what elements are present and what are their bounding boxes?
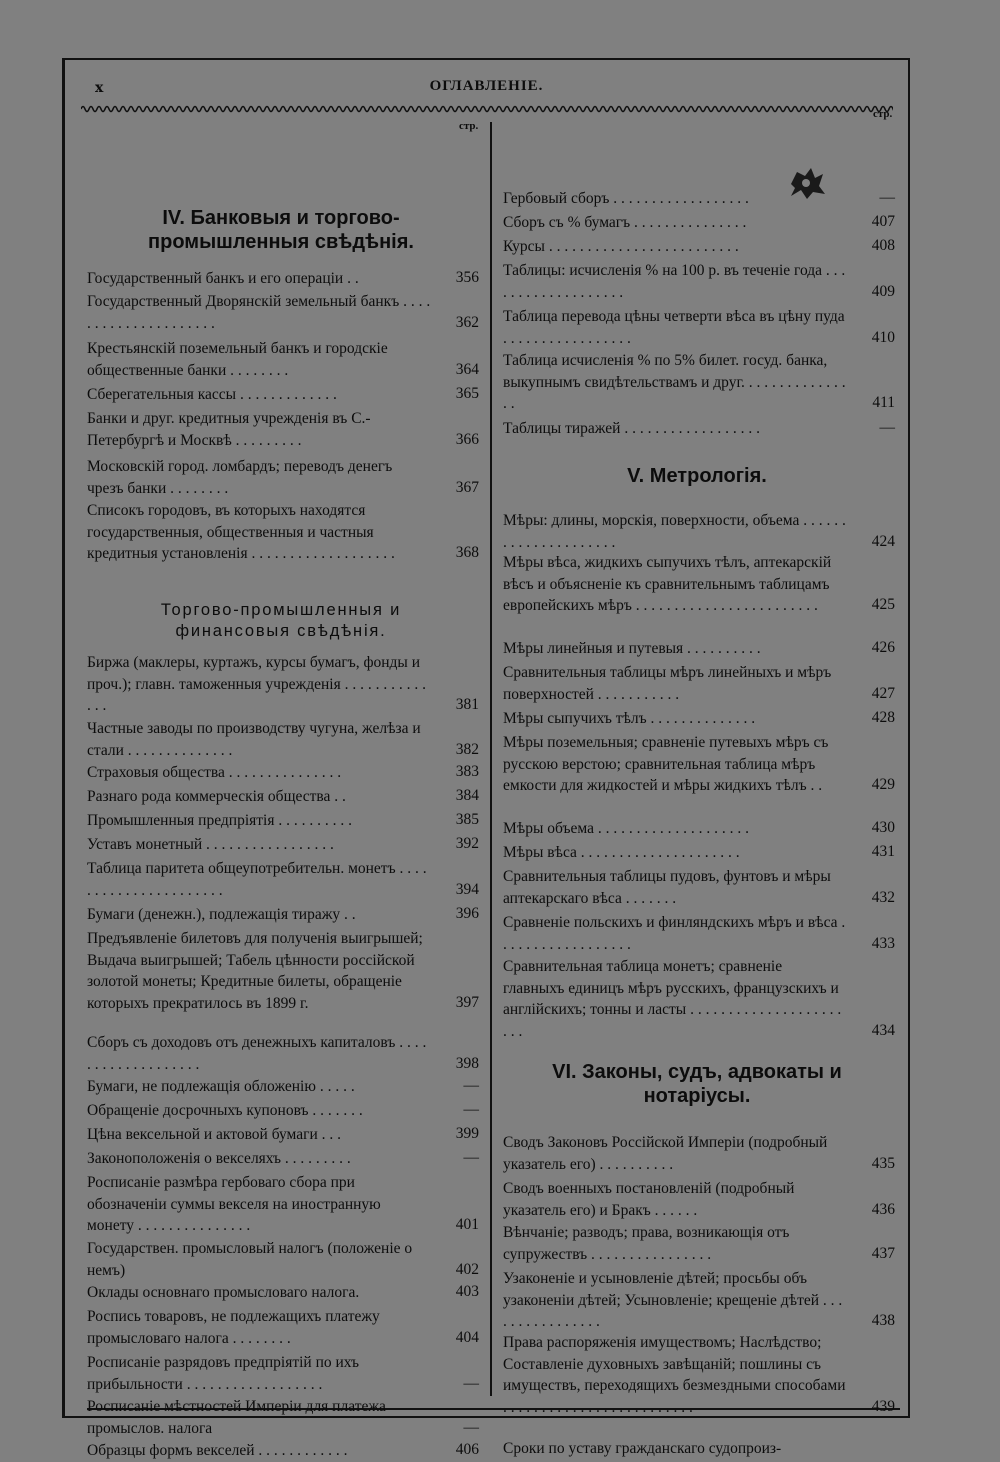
toc-entry-title: Росписаніе мѣстностей Имперіи для платежа промыслов. налога: [87, 1398, 386, 1437]
toc-entry-page: 427: [871, 684, 895, 702]
toc-entry: [503, 418, 895, 440]
toc-entry-page: 436: [871, 1200, 895, 1218]
toc-entry-page: 407: [871, 213, 895, 230]
toc-entry-page: 356: [455, 269, 479, 286]
toc-entry-page: 411: [872, 394, 895, 411]
toc-entry-title: Сводъ военныхъ постановленій (подробный указатель его) и Бракъ . . . . . .: [503, 1180, 795, 1219]
toc-entry-title: Мѣры вѣса, жидкихъ сыпучихъ тѣлъ, аптекарскій вѣсъ и объясненіе къ сравнительнымъ таблицамъ европейскихъ мѣръ . . . . . . . . . . . . . . . . . . . . . . . .: [503, 554, 832, 614]
toc-entry: [503, 212, 895, 234]
toc-entry-title: Права распоряженія имуществомъ; Наслѣдство; Составленіе духовныхъ завѣщаній; пошлины съ имуществъ, переходящихъ безмездными способами . . . . . . . . . . . . . . . . . . . . . . . . .: [503, 1334, 846, 1416]
toc-entry-page: 398: [455, 1054, 479, 1072]
page-title: ОГЛАВЛЕНІЕ.: [429, 78, 544, 94]
toc-entry-page: 396: [455, 905, 479, 922]
toc-entry-page: 384: [455, 787, 479, 804]
toc-entry: [503, 350, 895, 415]
toc-entry-title: Узаконеніе и усыновленіе дѣтей; просьбы объ узаконеніи дѣтей; Усыновленіе; крещеніе дѣтей . . . . . . . . . . . . . . . .: [503, 1270, 843, 1330]
toc-entry-page: 383: [455, 763, 479, 780]
toc-entry-title: Таблица исчисленія % по 5% билет. госуд. банка, выкупнымъ свидѣтельствамъ и друг. . . . . . . . . . . . . . . .: [503, 352, 846, 412]
toc-entry: [87, 1148, 479, 1170]
toc-entry: [503, 912, 895, 955]
toc-entry-page: 397: [455, 993, 479, 1011]
toc-entry-title: Бумаги, не подлежащія обложенію . . . . .: [87, 1078, 355, 1095]
toc-entry-title: Крестьянскій поземельный банкъ и городскіе общественные банки . . . . . . . .: [87, 340, 388, 379]
toc-entry-title: Мѣры поземельныя; сравненіе путевыхъ мѣръ съ русскою верстою; сравнительная таблица мѣръ емкости для жидкостей и мѣры жидкихъ тѣлъ . .: [503, 734, 829, 794]
toc-entry-title: Мѣры сыпучихъ тѣлъ . . . . . . . . . . . . . .: [503, 710, 756, 727]
toc-entry-title: Мѣры вѣса . . . . . . . . . . . . . . . . . . . . .: [503, 844, 740, 861]
toc-entry-page: 408: [871, 237, 895, 254]
toc-entry-page: 367: [455, 478, 479, 496]
toc-entry: [503, 866, 895, 909]
toc-entry-page: 425: [871, 596, 895, 613]
toc-entry: [87, 1282, 479, 1304]
toc-entry-page: 404: [455, 1328, 479, 1346]
toc-entry-page: —: [463, 1418, 479, 1436]
toc-entry: [87, 1032, 479, 1075]
toc-entry-page: 364: [455, 360, 479, 378]
toc-entry: [87, 762, 479, 784]
toc-entry: [87, 456, 479, 499]
toc-entry-page: 433: [871, 934, 895, 952]
toc-entry-title: Промышленныя предпріятія . . . . . . . . . .: [87, 812, 352, 829]
toc-entry-title: Разнаго рода коммерческія общества . .: [87, 788, 346, 805]
toc-entry: [87, 858, 479, 901]
toc-entry-page: 406: [455, 1441, 479, 1458]
toc-entry: [503, 552, 895, 617]
toc-entry-title: Уставъ монетный . . . . . . . . . . . . . . . . .: [87, 836, 334, 853]
toc-entry-title: Сводъ Законовъ Россійской Имперіи (подробный указатель его) . . . . . . . . . .: [503, 1134, 828, 1173]
toc-entry-page: 403: [455, 1283, 479, 1300]
toc-entry-title: Банки и друг. кредитныя учрежденія въ С.-Петербургѣ и Москвѣ . . . . . . . . .: [87, 410, 371, 449]
toc-entry: [503, 1268, 895, 1333]
toc-entry: [87, 904, 479, 926]
toc-entry: [503, 1132, 895, 1175]
toc-entry: [87, 338, 479, 381]
toc-entry-title: Таблицы тиражей . . . . . . . . . . . . . . . . . .: [503, 420, 760, 437]
toc-entry-title: Таблица паритета общеупотребительн. монетъ . . . . . . . . . . . . . . . . . . . . . .: [87, 860, 427, 899]
toc-entry-title: Московскій город. ломбардъ; переводъ денегъ чрезъ банки . . . . . . . .: [87, 458, 393, 497]
toc-entry-title: Роспись товаровъ, не подлежащихъ платежу промысловаго налога . . . . . . . .: [87, 1308, 380, 1347]
toc-entry-page: 435: [871, 1154, 895, 1172]
toc-entry-page: 366: [455, 430, 479, 448]
wavy-rule: [81, 104, 893, 114]
toc-entry-title: Мѣры линейныя и путевыя . . . . . . . . . .: [503, 640, 761, 657]
toc-entry-page: 399: [455, 1125, 479, 1142]
toc-entry-title: Мѣры объема . . . . . . . . . . . . . . . . . . . .: [503, 820, 749, 837]
toc-entry: [503, 956, 895, 1042]
toc-entry-title: Сравнительная таблица монетъ; сравненіе главныхъ единицъ мѣръ русскихъ, французскихъ и англійскихъ; тонны и ласты . . . . . . . . . . . . . . . . . . . . . . .: [503, 958, 842, 1040]
toc-entry-page: 365: [455, 385, 479, 402]
toc-entry-title: Таблицы: исчисленія % на 100 р. въ теченіе года . . . . . . . . . . . . . . . . . . .: [503, 262, 846, 301]
toc-entry: [87, 384, 479, 406]
toc-entry-page: 402: [455, 1260, 479, 1278]
page-header: [85, 74, 888, 100]
toc-entry-page: 432: [871, 888, 895, 906]
toc-entry-page: 431: [871, 843, 895, 860]
toc-entry-title: Биржа (маклеры, куртажъ, курсы бумагъ, фонды и проч.); главн. таможенныя учрежденія . . . . . . . . . . . . . .: [87, 654, 426, 714]
section-heading: V. Метрологія.: [627, 465, 767, 487]
toc-entry-title: Сборъ съ доходовъ отъ денежныхъ капиталовъ . . . . . . . . . . . . . . . . . . .: [87, 1034, 427, 1073]
toc-entry-page: 437: [871, 1244, 895, 1262]
toc-entry-title: Законоположенія о векселяхъ . . . . . . . . .: [87, 1150, 351, 1167]
toc-entry: [503, 260, 895, 303]
toc-entry-page: —: [463, 1101, 479, 1118]
toc-entry-title: Бумаги (денежн.), подлежащія тиражу . .: [87, 906, 356, 923]
toc-entry: [87, 810, 479, 832]
toc-entry: [503, 1438, 895, 1460]
toc-entry: [87, 291, 479, 334]
toc-entry-page: 410: [871, 328, 895, 346]
toc-entry: [87, 1440, 479, 1462]
toc-entry-title: Государственный банкъ и его операціи . .: [87, 270, 359, 287]
toc-entry-page: 428: [871, 709, 895, 726]
section-heading: IV. Банковыя и торгово-промышленныя свѣдѣнія.: [148, 207, 414, 253]
toc-entry: [503, 662, 895, 705]
toc-entry-page: 429: [871, 776, 895, 793]
toc-entry-page: 401: [455, 1216, 479, 1233]
toc-entry-title: Мѣры: длины, морскія, поверхности, объема . . . . . . . . . . . . . . . . . . . . .: [503, 512, 846, 551]
toc-entry-page: 430: [871, 819, 895, 836]
toc-entry-page: 424: [871, 532, 895, 550]
toc-entry-page: 382: [455, 740, 479, 758]
toc-entry: [87, 268, 479, 290]
toc-entry-title: Росписаніе размѣра гербоваго сбора при обозначеніи суммы векселя на иностранную монету . . . . . . . . . . . . . . .: [87, 1174, 381, 1234]
toc-entry: [503, 708, 895, 730]
toc-entry-page: 392: [455, 835, 479, 852]
toc-entry-title: Образцы формъ векселей . . . . . . . . . . . .: [87, 1442, 348, 1459]
toc-entry-page: 394: [455, 880, 479, 898]
toc-entry: [87, 718, 479, 761]
toc-entry-page: 438: [871, 1312, 895, 1329]
toc-entry: [87, 928, 479, 1014]
toc-entry-title: Сберегательныя кассы . . . . . . . . . . . . .: [87, 386, 337, 403]
toc-entry: [87, 652, 479, 717]
toc-entry-title: Росписаніе разрядовъ предпріятій по ихъ прибыльности . . . . . . . . . . . . . . . . . .: [87, 1354, 359, 1393]
toc-entry-page: 426: [871, 639, 895, 656]
toc-entry: [503, 818, 895, 840]
toc-entry-page: 362: [455, 313, 479, 331]
toc-entry-title: Цѣна вексельной и актовой бумаги . . .: [87, 1126, 342, 1143]
toc-entry-page: 409: [871, 282, 895, 300]
toc-entry-title: Государственный Дворянскій земельный банкъ . . . . . . . . . . . . . . . . . . . . .: [87, 293, 431, 332]
toc-entry-title: Сравнительныя таблицы пудовъ, фунтовъ и мѣры аптекарскаго вѣса . . . . . . .: [503, 868, 831, 907]
toc-entry-page: —: [879, 189, 895, 206]
toc-entry-page: 368: [455, 544, 479, 561]
page-column-label: стр.: [459, 120, 479, 132]
toc-entry: [87, 1076, 479, 1098]
toc-entry: [503, 510, 895, 553]
toc-entry: [87, 408, 479, 451]
toc-entry: [87, 1396, 479, 1439]
toc-entry-page: 434: [871, 1021, 895, 1039]
toc-entry: [87, 1172, 479, 1237]
toc-entry-title: Курсы . . . . . . . . . . . . . . . . . . . . . . . . .: [503, 238, 739, 255]
toc-entry: [87, 500, 479, 565]
toc-entry: [503, 638, 895, 660]
toc-entry-title: Частные заводы по производству чугуна, желѣза и стали . . . . . . . . . . . . . .: [87, 720, 421, 759]
document-page: [62, 58, 910, 1459]
toc-entry: [87, 1124, 479, 1146]
toc-entry-page: 381: [455, 696, 479, 713]
toc-entry-title: Сборъ съ % бумагъ . . . . . . . . . . . . . . .: [503, 214, 747, 231]
toc-entry-title: Гербовый сборъ . . . . . . . . . . . . . . . . . .: [503, 190, 749, 207]
toc-entry-title: Сравнительныя таблицы мѣръ линейныхъ и мѣръ поверхностей . . . . . . . . . . .: [503, 664, 832, 703]
toc-entry: [87, 786, 479, 808]
toc-entry: [503, 1332, 895, 1418]
section-heading: VI. Законы, судъ, адвокаты и нотаріусы.: [552, 1061, 842, 1107]
toc-entry-page: 439: [871, 1397, 895, 1415]
toc-entry: [87, 1352, 479, 1395]
toc-entry: [503, 1222, 895, 1265]
toc-entry-title: Государствен. промысловый налогъ (положеніе о немъ): [87, 1240, 413, 1279]
toc-entry: [503, 842, 895, 864]
toc-entry-page: —: [463, 1374, 479, 1392]
toc-entry: [87, 834, 479, 856]
toc-entry-title: Таблица перевода цѣны четверти вѣса въ цѣну пуда . . . . . . . . . . . . . . . . .: [503, 308, 845, 347]
toc-entry-title: Предъявленіе билетовъ для полученія выигрышей; Выдача выигрышей; Табель цѣнности россійской золотой монеты; Кредитные билеты, обращеніе которыхъ прекратилось въ 1899 г.: [87, 930, 423, 1012]
toc-entry: [503, 236, 895, 258]
toc-entry-page: —: [463, 1149, 479, 1166]
toc-entry: [87, 1306, 479, 1349]
toc-entry-title: Оклады основнаго промысловаго налога.: [87, 1284, 360, 1301]
toc-entry-title: Вѣнчаніе; разводъ; права, возникающія отъ супружествъ . . . . . . . . . . . . . . . .: [503, 1224, 790, 1263]
subsection-heading: Торгово-промышленныя и финансовыя свѣдѣнія.: [160, 601, 402, 640]
toc-entry-title: Сравненіе польскихъ и финляндскихъ мѣръ и вѣса . . . . . . . . . . . . . . . . . .: [503, 914, 846, 953]
toc-entry-title: Обращеніе досрочныхъ купоновъ . . . . . . .: [87, 1102, 363, 1119]
toc-entry-title: Страховыя общества . . . . . . . . . . . . . . .: [87, 764, 342, 781]
toc-entry-page: —: [879, 419, 895, 436]
toc-entry: [503, 188, 895, 210]
toc-entry: [503, 306, 895, 349]
toc-entry-page: —: [463, 1077, 479, 1094]
toc-entry: [503, 732, 895, 797]
toc-entry-title: Сроки по уставу гражданскаго судопроиз-: [503, 1440, 782, 1457]
toc-entry: [503, 1178, 895, 1221]
page-number: x: [95, 80, 104, 96]
toc-entry-title: Списокъ городовъ, въ которыхъ находятся государственныя, общественныя и частныя кредитныя установленія . . . . . . . . . . . . . . . . . . .: [87, 502, 395, 562]
toc-entry: [87, 1238, 479, 1281]
page-column-label: стр.: [873, 108, 893, 120]
toc-entry-page: 385: [455, 811, 479, 828]
column-divider: [490, 122, 492, 1396]
toc-entry: [87, 1100, 479, 1122]
